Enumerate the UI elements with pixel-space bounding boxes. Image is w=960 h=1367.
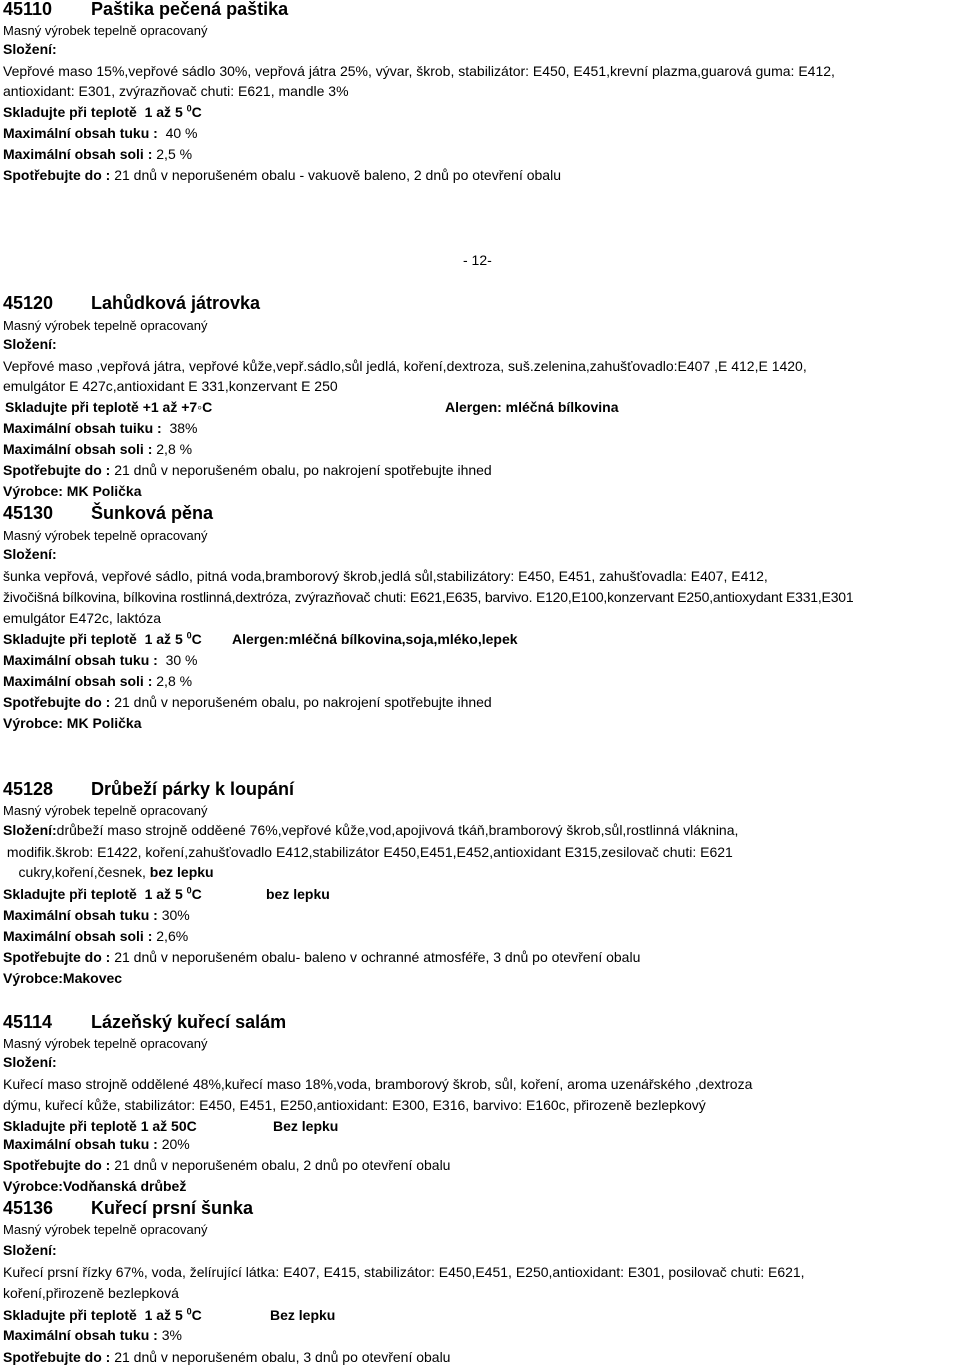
product-heading	[3, 0, 288, 20]
salt-label: Maximální obsah soli :	[3, 928, 153, 944]
product-heading	[3, 778, 294, 800]
composition-label: Složení:	[3, 1054, 57, 1070]
use-by-line	[3, 167, 561, 184]
salt-line	[3, 441, 192, 458]
composition-line: emulgátor E 427c,antioxidant E 331,konzervant E 250	[3, 378, 338, 394]
salt-line	[3, 146, 192, 163]
storage-label: Skladujte při teplotě	[3, 104, 137, 120]
storage-line	[5, 399, 212, 416]
use-by-value: 21 dnů v neporušeném obalu, po nakrojení spotřebujte ihned	[114, 694, 492, 710]
use-by-value: 21 dnů v neporušeném obalu, po nakrojení spotřebujte ihned	[114, 462, 492, 478]
product-code: 45110	[3, 0, 53, 19]
fat-line	[3, 420, 198, 437]
storage-value: 1 až 5	[144, 631, 183, 647]
use-by-label: Spotřebujte do :	[3, 1157, 111, 1173]
storage-line	[3, 631, 202, 648]
product-type: Masný výrobek tepelně opracovaný	[3, 1222, 208, 1237]
fat-line	[3, 125, 198, 142]
composition-label: Složení:	[3, 1242, 57, 1258]
product-name: Šunková pěna	[91, 503, 214, 523]
product-type: Masný výrobek tepelně opracovaný	[3, 528, 208, 543]
storage-line	[3, 1118, 197, 1135]
composition-line: šunka vepřová, vepřové sádlo, pitná voda,bramborový škrob,jedlá sůl,stabilizátory: E450, E451, zahušťovadla: E407, E412,	[3, 568, 768, 584]
use-by-label: Spotřebujte do :	[3, 462, 111, 478]
storage-sup: 0	[186, 630, 192, 641]
allergen-line	[266, 886, 330, 903]
composition-line: koření,přirozeně bezlepková	[3, 1285, 179, 1301]
storage-unit: C	[191, 104, 202, 120]
use-by-value: 21 dnů v neporušeném obalu, 2 dnů po otevření obalu	[114, 1157, 451, 1173]
composition-line: Kuřecí prsní řízky 67%, voda, želírující látka: E407, E415, stabilizátor: E450,E451, E250,antioxidant: E301, posilovač chuti: E621,	[3, 1264, 805, 1280]
product-heading	[3, 502, 213, 524]
storage-unit: C	[191, 631, 202, 647]
producer: Výrobce: MK Polička	[3, 483, 142, 499]
fat-value: 30%	[161, 907, 190, 923]
fat-value: 3%	[161, 1327, 182, 1343]
allergen-line	[273, 1118, 338, 1135]
product-heading	[3, 292, 260, 314]
composition-line: Kuřecí maso strojně oddělené 48%,kuřecí maso 18%,voda, bramborový škrob, sůl, koření, aroma uzenářského ,dextroza	[3, 1076, 753, 1092]
product-name: Kuřecí prsní šunka	[91, 1198, 254, 1218]
allergen-value: Bez lepku	[273, 1118, 339, 1134]
producer: Výrobce:Vodňanská drůbež	[3, 1178, 187, 1194]
fat-value: 38%	[169, 420, 198, 436]
allergen-line	[445, 399, 619, 416]
composition-text: cukry,koření,česnek,	[3, 864, 146, 880]
allergen-line	[270, 1307, 335, 1324]
salt-value: 2,8 %	[156, 441, 193, 457]
use-by-line	[3, 462, 492, 479]
use-by-value: 21 dnů v neporušeném obalu- baleno v ochranné atmosféře, 3 dnů po otevření obalu	[114, 949, 641, 965]
salt-value: 2,5 %	[156, 146, 193, 162]
product-heading	[3, 1011, 286, 1033]
storage-line	[3, 104, 202, 121]
product-code: 45128	[3, 779, 54, 799]
storage-sup: 0	[186, 103, 192, 114]
salt-label: Maximální obsah soli :	[3, 146, 153, 162]
composition-line: Vepřové maso 15%,vepřové sádlo 30%, vepřová játra 25%, vývar, škrob, stabilizátor: E450, E451,krevní plazma,guarová guma: E412,	[3, 63, 835, 79]
fat-line	[3, 907, 190, 924]
composition-label: Složení:	[3, 822, 57, 838]
allergen-line	[232, 631, 518, 648]
composition-line	[3, 822, 738, 839]
fat-line	[3, 652, 198, 669]
storage-label: Skladujte při teplotě	[3, 886, 137, 902]
fat-value: 20%	[161, 1136, 190, 1152]
use-by-label: Spotřebujte do :	[3, 167, 111, 183]
composition-line: modifik.škrob: E1422, koření,zahušťovadlo E412,stabilizátor E450,E451,E452,antioxidant E315,zesilovač chuti: E621	[3, 844, 733, 860]
product-heading	[3, 1197, 253, 1219]
composition-line: emulgátor E472c, laktóza	[3, 610, 161, 626]
salt-line	[3, 673, 192, 690]
product-name: Lahůdková játrovka	[91, 293, 261, 313]
storage-value: 1 až 5	[144, 1307, 183, 1323]
storage-label: Skladujte při teplotě +1 až +7◦C	[5, 399, 213, 415]
salt-line	[3, 928, 188, 945]
product-name: Paštika pečená paštika	[91, 0, 289, 19]
storage-unit: C	[191, 886, 202, 902]
product-code: 45120	[3, 293, 54, 313]
fat-label: Maximální obsah tuiku :	[3, 420, 162, 436]
fat-label: Maximální obsah tuku :	[3, 1136, 158, 1152]
storage-value: 1 až 5	[144, 886, 183, 902]
product-type: Masný výrobek tepelně opracovaný	[3, 1036, 208, 1051]
use-by-value: 21 dnů v neporušeném obalu - vakuově baleno, 2 dnů po otevření obalu	[114, 167, 561, 183]
storage-label: Skladujte při teplotě	[3, 1307, 137, 1323]
salt-value: 2,8 %	[156, 673, 193, 689]
product-code: 45114	[3, 1012, 53, 1032]
product-type: Masný výrobek tepelně opracovaný	[3, 23, 208, 38]
storage-label: Skladujte při teplotě 1 až 50C	[3, 1118, 197, 1134]
fat-label: Maximální obsah tuku :	[3, 907, 158, 923]
use-by-label: Spotřebujte do :	[3, 1349, 111, 1365]
fat-line	[3, 1327, 182, 1344]
composition-label: Složení:	[3, 336, 57, 352]
product-code: 45136	[3, 1198, 54, 1218]
allergen-value: bez lepku	[266, 886, 330, 902]
storage-label: Skladujte při teplotě	[3, 631, 137, 647]
use-by-line	[3, 694, 492, 711]
composition-line: antioxidant: E301, zvýrazňovač chuti: E621, mandle 3%	[3, 83, 349, 99]
salt-label: Maximální obsah soli :	[3, 441, 153, 457]
page-number: - 12-	[463, 252, 492, 268]
producer: Výrobce: MK Polička	[3, 715, 142, 731]
allergen-value: Alergen:mléčná bílkovina,soja,mléko,lepek	[232, 631, 518, 647]
product-name: Lázeňský kuřecí salám	[91, 1012, 287, 1032]
composition-label: Složení:	[3, 546, 57, 562]
composition-line: Vepřové maso ,vepřová játra, vepřové kůže,vepř.sádlo,sůl jedlá, koření,dextroza, suš.zelenina,zahušťovadlo:E407 ,E 412,E 1420,	[3, 358, 807, 374]
producer: Výrobce:Makovec	[3, 970, 123, 986]
storage-sup: 0	[186, 1306, 192, 1317]
use-by-line	[3, 949, 640, 966]
composition-line: živočišná bílkovina, bílkovina rostlinná,dextróza, zvýrazňovač chuti: E621,E635, barvivo. E120,E100,konzervant E250,antioxydant E331,E301	[3, 589, 854, 605]
fat-label: Maximální obsah tuku :	[3, 125, 158, 141]
salt-value: 2,6%	[156, 928, 189, 944]
use-by-label: Spotřebujte do :	[3, 694, 111, 710]
fat-label: Maximální obsah tuku :	[3, 652, 158, 668]
product-type: Masný výrobek tepelně opracovaný	[3, 803, 208, 818]
fat-value: 40 %	[165, 125, 198, 141]
composition-line	[3, 864, 214, 881]
use-by-line	[3, 1157, 450, 1174]
storage-line	[3, 1307, 202, 1324]
storage-sup: 0	[186, 885, 192, 896]
storage-unit: C	[191, 1307, 202, 1323]
salt-label: Maximální obsah soli :	[3, 673, 153, 689]
product-type: Masný výrobek tepelně opracovaný	[3, 318, 208, 333]
fat-line	[3, 1136, 190, 1153]
gluten-free-note: bez lepku	[149, 864, 214, 880]
use-by-label: Spotřebujte do :	[3, 949, 111, 965]
allergen-value: Bez lepku	[270, 1307, 336, 1323]
composition-line: dýmu, kuřecí kůže, stabilizátor: E450, E451, E250,antioxidant: E300, E316, barvivo: E160c, přirozeně bezlepkový	[3, 1097, 706, 1113]
composition-text: drůbeží maso strojně odděené 76%,vepřové kůže,vod,apojivová tkáň,bramborový škrob,sůl,rostlinná vláknina,	[56, 822, 739, 838]
product-code: 45130	[3, 503, 54, 523]
use-by-value: 21 dnů v neporušeném obalu, 3 dnů po otevření obalu	[114, 1349, 451, 1365]
composition-label: Složení:	[3, 41, 57, 57]
allergen-value: Alergen: mléčná bílkovina	[445, 399, 619, 415]
fat-label: Maximální obsah tuku :	[3, 1327, 158, 1343]
use-by-line	[3, 1349, 450, 1366]
product-name: Drůbeží párky k loupání	[91, 779, 295, 799]
fat-value: 30 %	[165, 652, 198, 668]
storage-line	[3, 886, 202, 903]
storage-value: 1 až 5	[144, 104, 183, 120]
